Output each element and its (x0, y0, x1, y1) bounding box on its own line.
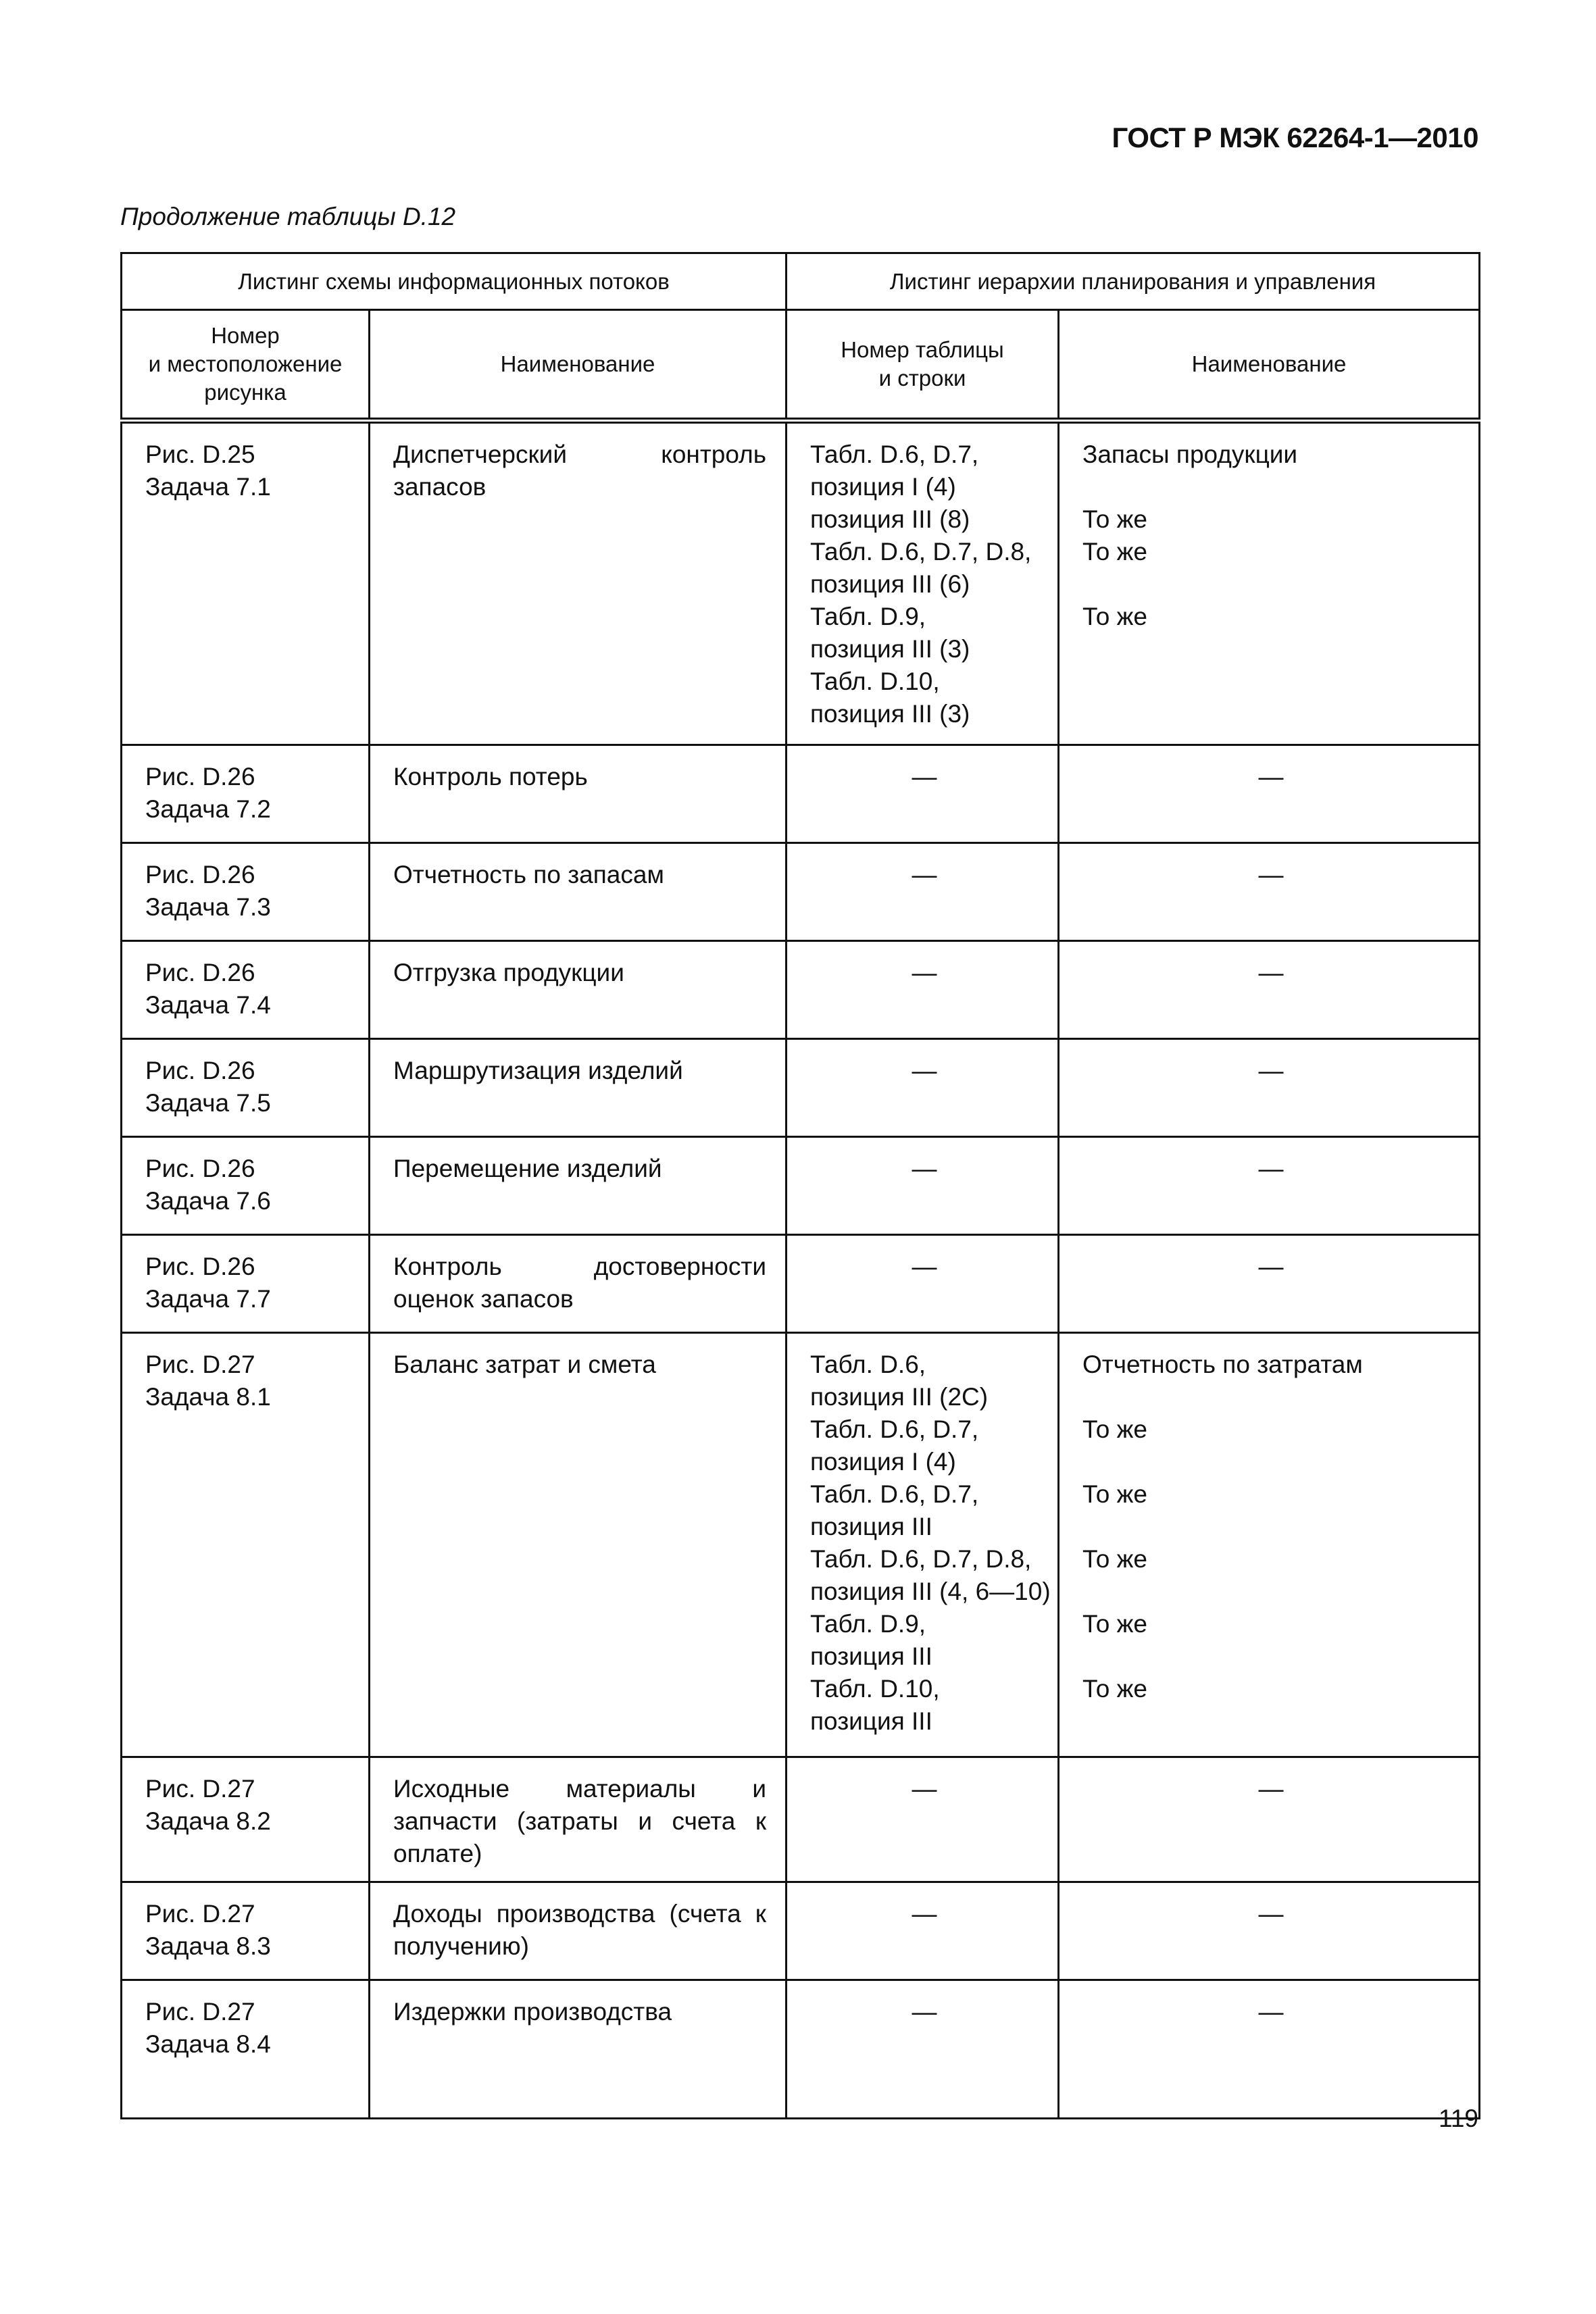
group-header-info-flows: Листинг схемы информационных потоков (122, 253, 787, 310)
fig-cell: Рис. D.26 Задача 7.7 (122, 1235, 370, 1333)
plan-name-dash: — (1059, 1757, 1480, 1882)
fig-cell: Рис. D.26 Задача 7.4 (122, 941, 370, 1039)
table-column-header-row (122, 310, 1480, 421)
table-row (122, 1980, 1480, 2119)
plan-name-dash: — (1059, 941, 1480, 1039)
table-continuation-caption: Продолжение таблицы D.12 (120, 203, 456, 230)
table-d12 (120, 252, 1480, 2119)
task-name-cell: Отгрузка продукции (370, 941, 787, 1039)
table-row (122, 1235, 1480, 1333)
plan-name-dash: — (1059, 745, 1480, 843)
table-row (122, 1137, 1480, 1235)
table-ref-dash: — (787, 941, 1059, 1039)
task-name-cell: Контроль достоверности оценок запасов (370, 1235, 787, 1333)
table-ref-dash: — (787, 1039, 1059, 1137)
task-name-cell: Отчетность по запасам (370, 843, 787, 941)
plan-name-cell: Отчетность по затратам То же То же То же То же То же (1059, 1333, 1480, 1757)
table-row (122, 745, 1480, 843)
plan-name-dash: — (1059, 1882, 1480, 1980)
table-row (122, 421, 1480, 745)
table-ref-dash: — (787, 1882, 1059, 1980)
task-name-cell: Контроль потерь (370, 745, 787, 843)
plan-name-dash: — (1059, 1137, 1480, 1235)
table-ref-dash: — (787, 1137, 1059, 1235)
plan-name-dash: — (1059, 1980, 1480, 2119)
group-header-planning-hierarchy: Листинг иерархии планирования и управления (787, 253, 1480, 310)
table-ref-dash: — (787, 745, 1059, 843)
table-ref-dash: — (787, 1980, 1059, 2119)
table-row (122, 941, 1480, 1039)
col-header-table-ref: Номер таблицы и строки (787, 310, 1059, 421)
task-name-cell: Маршрутизация изделий (370, 1039, 787, 1137)
task-name-cell: Перемещение изделий (370, 1137, 787, 1235)
col-header-figure-number: Номер и местоположение рисунка (122, 310, 370, 421)
table-row (122, 1039, 1480, 1137)
table-ref-dash: — (787, 1235, 1059, 1333)
fig-cell: Рис. D.27 Задача 8.1 (122, 1333, 370, 1757)
task-name-cell: Диспетчерский контроль запасов (370, 421, 787, 745)
table-ref-dash: — (787, 1757, 1059, 1882)
plan-name-dash: — (1059, 843, 1480, 941)
fig-cell: Рис. D.25 Задача 7.1 (122, 421, 370, 745)
table-row (122, 1757, 1480, 1882)
table-ref-cell: Табл. D.6, позиция III (2C) Табл. D.6, D.7, позиция I (4) Табл. D.6, D.7, позиция III Табл. D.6, D.7, D.8, позиция III (4, 6—10) Табл. D.9, позиция III Табл. D.10, позиция III (787, 1333, 1059, 1757)
fig-cell: Рис. D.26 Задача 7.6 (122, 1137, 370, 1235)
task-name-cell: Издержки производства (370, 1980, 787, 2119)
fig-cell: Рис. D.26 Задача 7.5 (122, 1039, 370, 1137)
table-ref-dash: — (787, 843, 1059, 941)
table-ref-cell: Табл. D.6, D.7, позиция I (4) позиция III (8) Табл. D.6, D.7, D.8, позиция III (6) Табл. D.9, позиция III (3) Табл. D.10, позиция III (3) (787, 421, 1059, 745)
fig-cell: Рис. D.26 Задача 7.2 (122, 745, 370, 843)
table-group-header-row (122, 253, 1480, 310)
col-header-plan-name: Наименование (1059, 310, 1480, 421)
document-code: ГОСТ Р МЭК 62264-1—2010 (1112, 122, 1478, 153)
fig-cell: Рис. D.27 Задача 8.4 (122, 1980, 370, 2119)
fig-cell: Рис. D.27 Задача 8.2 (122, 1757, 370, 1882)
plan-name-dash: — (1059, 1235, 1480, 1333)
plan-name-cell: Запасы продукции То же То же То же (1059, 421, 1480, 745)
task-name-cell: Доходы производства (счета к получению) (370, 1882, 787, 1980)
table-row (122, 1882, 1480, 1980)
page-number: 119 (1439, 2105, 1478, 2132)
task-name-cell: Баланс затрат и смета (370, 1333, 787, 1757)
fig-cell: Рис. D.27 Задача 8.3 (122, 1882, 370, 1980)
table-row (122, 843, 1480, 941)
table-row (122, 1333, 1480, 1757)
fig-cell: Рис. D.26 Задача 7.3 (122, 843, 370, 941)
col-header-figure-name: Наименование (370, 310, 787, 421)
plan-name-dash: — (1059, 1039, 1480, 1137)
task-name-cell: Исходные материалы и запчасти (затраты и счета к оплате) (370, 1757, 787, 1882)
